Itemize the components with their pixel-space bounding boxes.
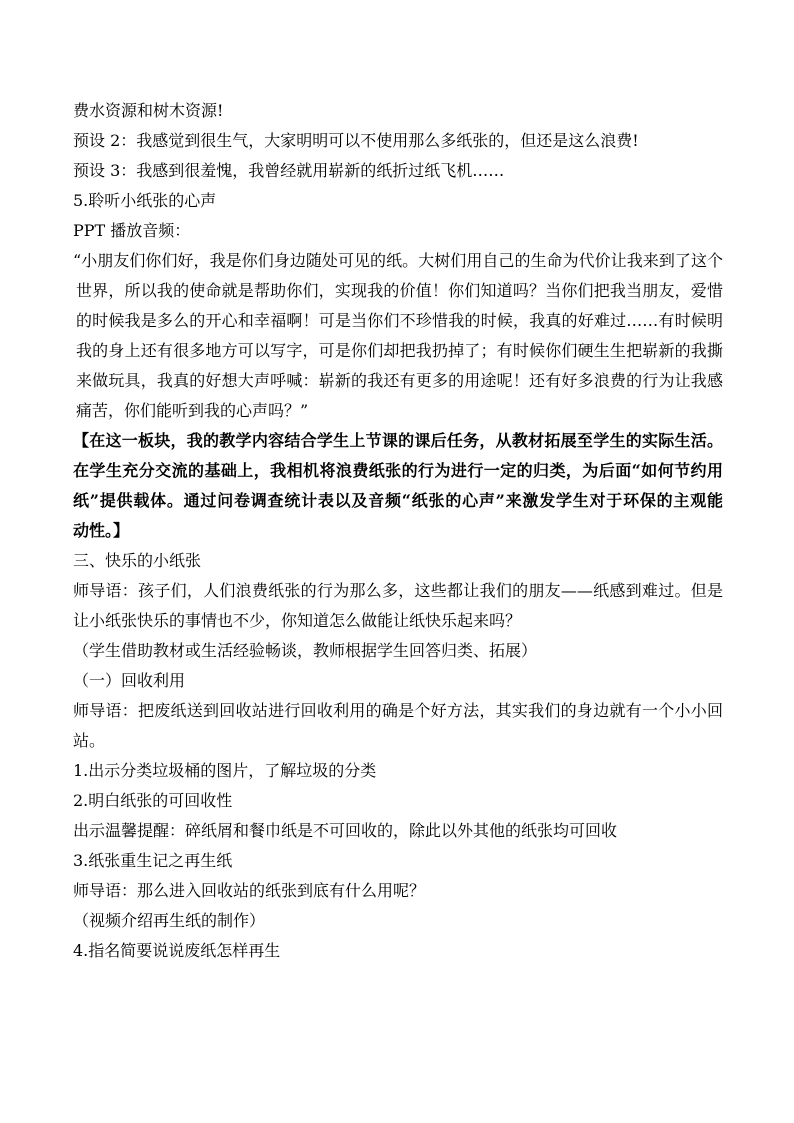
document-page [73,96,723,966]
text-line: 预设 2：我感觉到很生气，大家明明可以不使用那么多纸张的，但还是这么浪费! [73,131,639,150]
text-line: 来做玩具，我真的好想大声呼喊：崭新的我还有更多的用途呢！还有好多浪费的行为让我感 [76,371,723,390]
text-line: 师导语：把废纸送到回收站进行回收利用的确是个好方法，其实我们的身边就有一个小小回 [73,701,723,720]
text-line: 动性。】 [73,521,130,540]
teacher-intro-paragraph [73,576,723,636]
text-line: 站。 [73,731,106,750]
quote-paragraph [73,246,723,426]
text-line: 师导语：孩子们，人们浪费纸张的行为那么多，这些都让我们的朋友——纸感到难过。但是 [73,581,723,600]
list-item: 3.纸张重生记之再生纸 [73,851,233,870]
teaching-note [73,426,723,546]
section-heading: 5.聆听小纸张的心声 [73,191,217,210]
text-line: （视频介绍再生纸的制作） [73,911,266,930]
text-line: 出示温馨提醒：碎纸屑和餐巾纸是不可回收的，除此以外其他的纸张均可回收 [73,821,618,840]
text-line: “小朋友们你们好，我是你们身边随处可见的纸。大树们用自己的生命为代价让我来到了这个 [73,251,723,270]
text-line: 师导语：那么进入回收站的纸张到底有什么用呢？ [73,881,426,900]
teacher-intro-paragraph [73,696,723,756]
text-line: 的时候我是多么的开心和幸福啊！可是当你们不珍惜我的时候，我真的好难过……有时候明 [76,311,723,330]
text-line: 让小纸张快乐的事情也不少，你知道怎么做能让纸快乐起来吗？ [73,611,522,630]
text-line: 在学生充分交流的基础上，我相机将浪费纸张的行为进行一定的归类，为后面“如何节约用 [73,461,723,480]
text-line: PPT 播放音频： [73,221,191,240]
subsection-heading: （一）回收利用 [73,671,186,690]
text-line: 预设 3：我感到很羞愧，我曾经就用崭新的纸折过纸飞机…… [73,161,505,180]
text-line: （学生借助教材或生活经验畅谈，教师根据学生回答归类、拓展） [73,641,538,660]
text-line: 痛苦，你们能听到我的心声吗？” [76,401,309,420]
list-item: 4.指名简要说说废纸怎样再生 [73,941,281,960]
text-line: 【在这一板块，我的教学内容结合学生上节课的课后任务，从教材拓展至学生的实际生活。 [73,431,723,450]
text-line: 我的身上还有很多地方可以写字，可是你们却把我扔掉了；有时候你们硬生生把崭新的我撕 [76,341,723,360]
text-line: 费水资源和树木资源! [73,101,224,120]
list-item: 1.出示分类垃圾桶的图片，了解垃圾的分类 [73,761,377,780]
list-item: 2.明白纸张的可回收性 [73,791,233,810]
text-line: 纸”提供载体。通过问卷调查统计表以及音频“纸张的心声”来激发学生对于环保的主观能 [73,491,723,510]
section-heading: 三、快乐的小纸张 [73,551,202,570]
text-line: 世界，所以我的使命就是帮助你们，实现我的价值！你们知道吗？当你们把我当朋友，爱惜 [76,281,723,300]
